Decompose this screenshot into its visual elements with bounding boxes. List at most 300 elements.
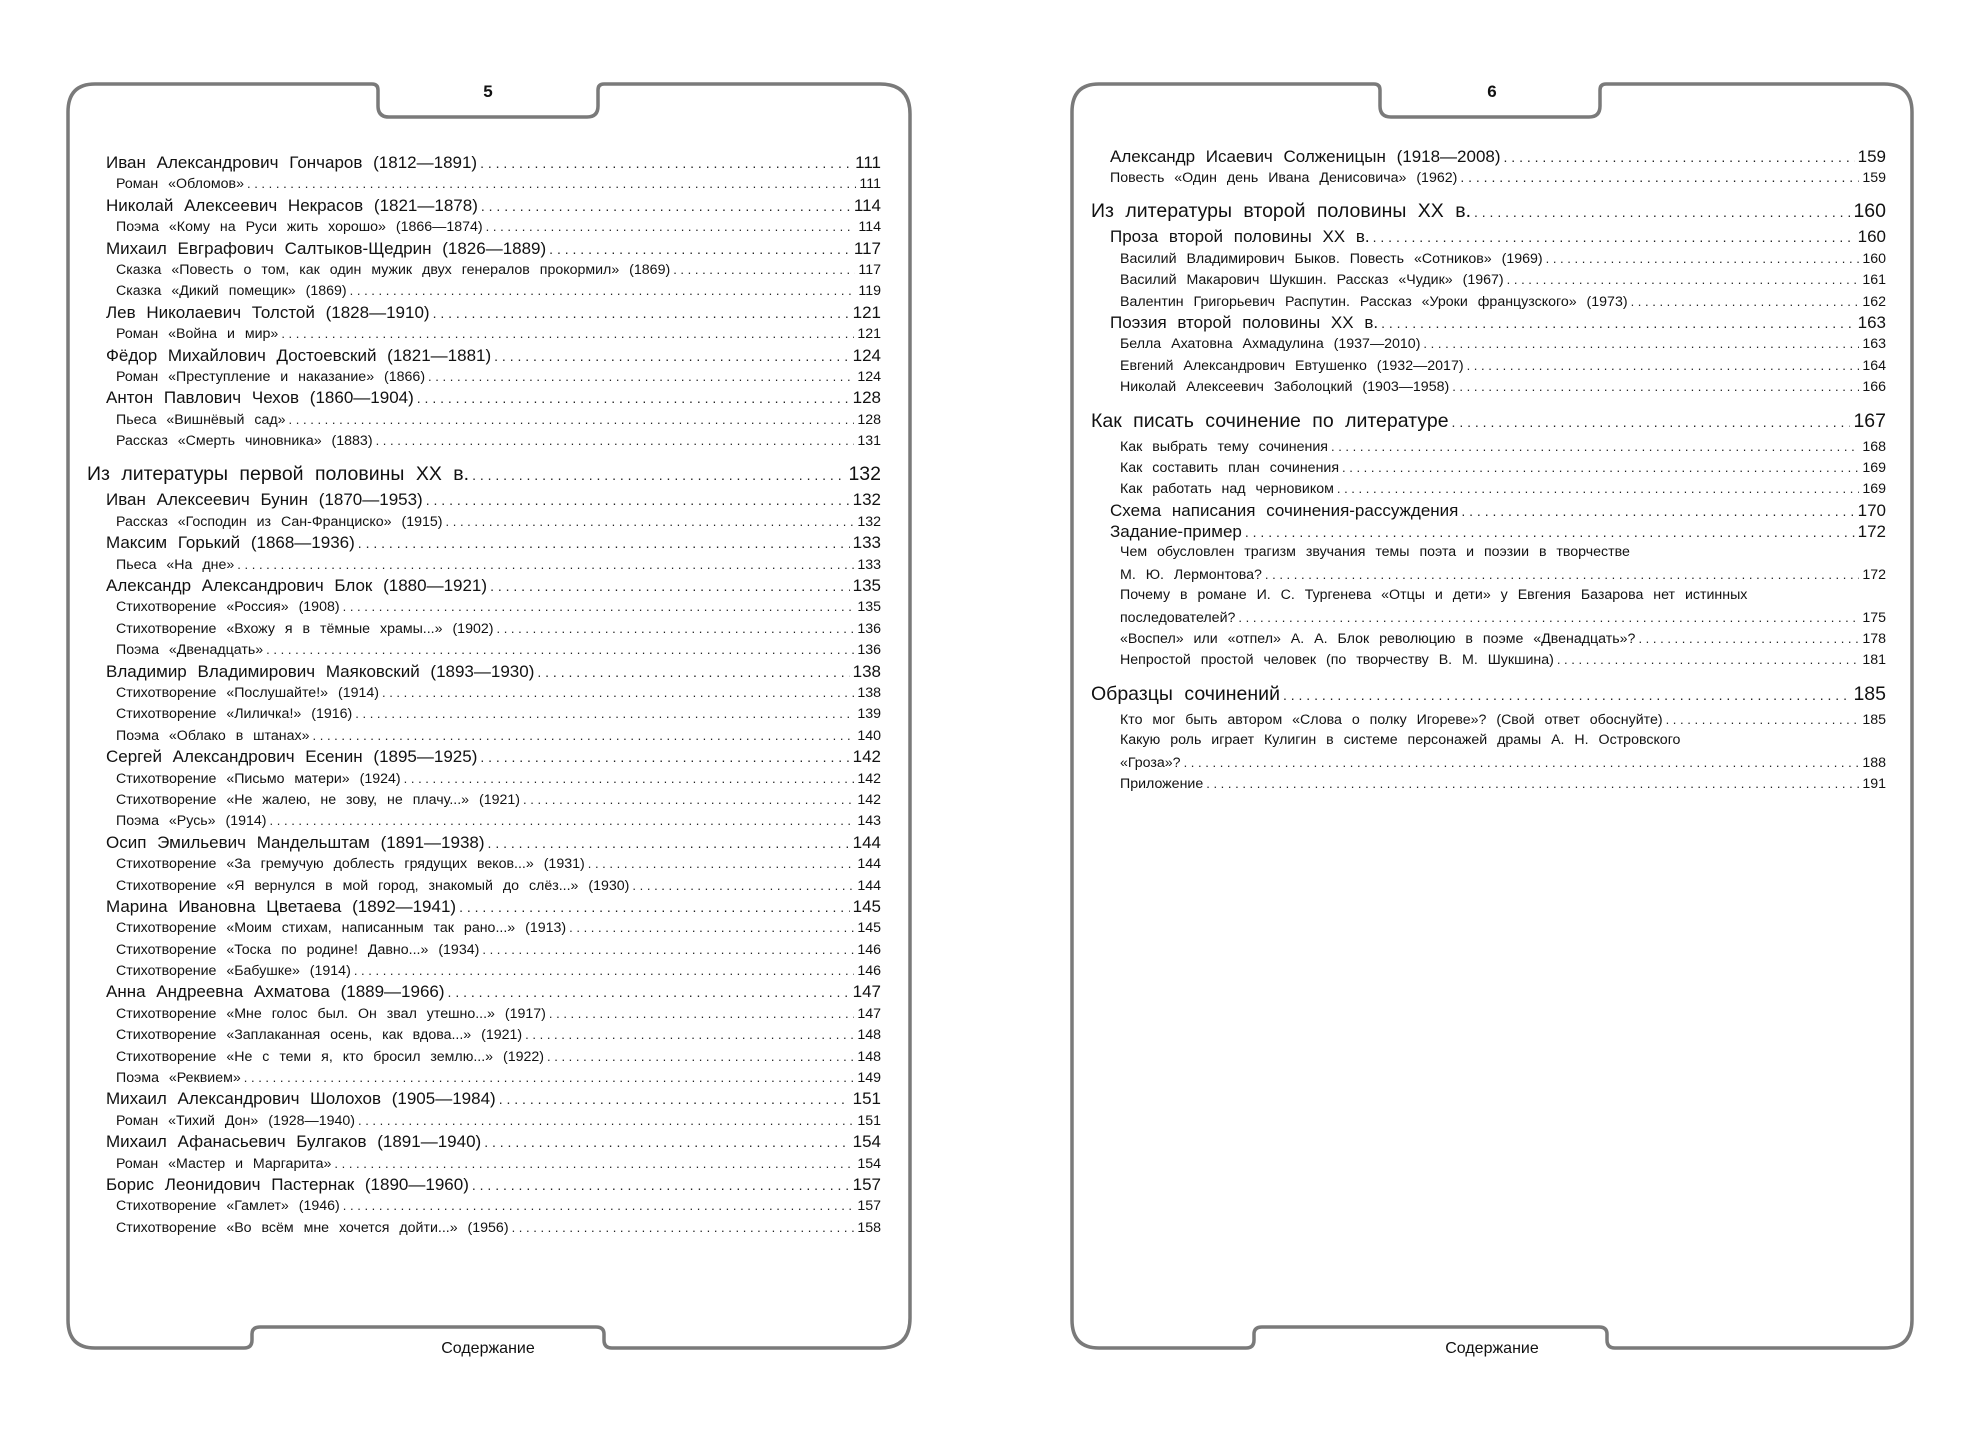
- dot-leader: [549, 239, 851, 259]
- toc-entry-title: Стихотворение «Не жалею, не зову, не плачу...» (1921): [116, 791, 520, 808]
- toc-entry-page: 154: [852, 1132, 881, 1152]
- toc-entry: [87, 430, 881, 451]
- toc-entry: [87, 302, 881, 323]
- toc-entry: [1091, 709, 1886, 730]
- toc-entry-page: 145: [852, 896, 881, 916]
- dot-leader: [1373, 227, 1855, 247]
- toc-entry: [87, 1217, 881, 1238]
- dot-leader: [247, 173, 856, 194]
- toc-entry-title: Роман «Тихий Дон» (1928—1940): [116, 1112, 355, 1129]
- toc-entry: [1091, 355, 1886, 376]
- toc-entry: [87, 366, 881, 387]
- toc-entry-title: Рассказ «Господин из Сан-Франциско» (1915): [116, 513, 443, 530]
- toc-entry: [1091, 269, 1886, 290]
- toc-entry-title: Стихотворение «Письмо матери» (1924): [116, 770, 401, 787]
- toc-entry-page: 135: [857, 599, 881, 616]
- page-number: 5: [483, 82, 493, 101]
- toc-entry: [87, 960, 881, 981]
- toc-entry-title: Иван Алексеевич Бунин (1870—1953): [106, 490, 423, 510]
- toc-entry-page: 111: [859, 176, 881, 193]
- toc-entry-title: Роман «Обломов»: [116, 176, 244, 193]
- toc-entry-title: Евгений Александрович Евтушенко (1932—2017): [1120, 357, 1464, 374]
- dot-leader: [632, 875, 854, 896]
- toc-entry: [87, 259, 881, 280]
- dot-leader: [480, 153, 852, 173]
- toc-entry-page: 117: [858, 261, 881, 278]
- toc-entry-page: 131: [857, 433, 881, 450]
- toc-entry: [1091, 333, 1886, 354]
- toc-entry-page: 147: [852, 982, 881, 1002]
- table-of-contents: [87, 152, 881, 1238]
- toc-entry-page: 121: [857, 326, 881, 343]
- dot-leader: [334, 1153, 854, 1174]
- dot-leader: [1265, 564, 1859, 585]
- dot-leader: [1381, 313, 1855, 333]
- dot-leader: [1467, 355, 1860, 376]
- page-number: 6: [1487, 82, 1497, 101]
- toc-entry-title: Из литературы второй половины XX в.: [1091, 200, 1471, 223]
- toc-entry-page: 142: [852, 747, 881, 767]
- toc-entry-title: Стихотворение «Тоска по родине! Давно...» (1934): [116, 941, 480, 958]
- toc-entry: [87, 1174, 881, 1195]
- toc-entry-title: Какую роль играет Кулигин в системе персонажей драмы А. Н. Островского: [1120, 732, 1681, 749]
- toc-entry-page: 185: [1862, 711, 1886, 728]
- dot-leader: [404, 768, 855, 789]
- toc-entry-page: 138: [852, 661, 881, 681]
- toc-entry-page: 162: [1862, 293, 1886, 310]
- toc-entry-title: Максим Горький (1868—1936): [106, 533, 355, 553]
- toc-entry: [87, 875, 881, 896]
- toc-entry-page: 158: [857, 1219, 881, 1236]
- toc-entry: [1091, 564, 1886, 585]
- toc-entry: [1091, 730, 1886, 751]
- toc-entry-title: Как работать над черновиком: [1120, 481, 1334, 498]
- toc-entry-page: 175: [1862, 609, 1886, 626]
- toc-entry: [87, 1046, 881, 1067]
- toc-entry-title: Сергей Александрович Есенин (1895—1925): [106, 747, 478, 767]
- toc-entry-title: Чем обусловлен трагизм звучания темы поэта и поэзии в творчестве: [1120, 544, 1630, 561]
- toc-entry: [87, 981, 881, 1002]
- toc-entry-page: 136: [857, 642, 881, 659]
- toc-entry-title: Стихотворение «Лиличка!» (1916): [116, 706, 353, 723]
- toc-entry: [87, 459, 881, 489]
- toc-entry-page: 181: [1862, 652, 1886, 669]
- toc-entry: [1091, 312, 1886, 333]
- dot-leader: [237, 554, 854, 575]
- dot-leader: [350, 280, 856, 301]
- toc-entry-title: Роман «Мастер и Маргарита»: [116, 1155, 332, 1172]
- toc-entry: [87, 939, 881, 960]
- dot-leader: [1283, 680, 1850, 709]
- dot-leader: [486, 216, 856, 237]
- toc-entry-page: 159: [1857, 147, 1886, 166]
- toc-entry: [87, 532, 881, 553]
- toc-entry: [87, 1131, 881, 1152]
- toc-entry: [87, 345, 881, 366]
- dot-leader: [1245, 522, 1855, 542]
- toc-entry: [1091, 146, 1886, 167]
- dot-leader: [313, 725, 855, 746]
- toc-entry-title: Приложение: [1120, 775, 1204, 792]
- toc-entry-title: Непростой простой человек (по творчеству В. М. Шукшина): [1120, 652, 1554, 669]
- toc-entry-title: Стихотворение «Во всём мне хочется дойти...» (1956): [116, 1219, 509, 1236]
- toc-entry-title: Как составить план сочинения: [1120, 459, 1340, 476]
- toc-entry: [1091, 607, 1886, 628]
- toc-entry-page: 163: [1862, 336, 1886, 353]
- toc-entry: [1091, 773, 1886, 794]
- dot-leader: [525, 1024, 854, 1045]
- toc-entry: [87, 618, 881, 639]
- dot-leader: [512, 1217, 855, 1238]
- toc-entry: [87, 1153, 881, 1174]
- toc-entry-page: 136: [857, 620, 881, 637]
- dot-leader: [481, 196, 851, 216]
- dot-leader: [1474, 197, 1850, 226]
- dot-leader: [382, 682, 854, 703]
- toc-entry-title: Стихотворение «Не с теми я, кто бросил землю...» (1922): [116, 1048, 544, 1065]
- dot-leader: [1342, 457, 1859, 478]
- toc-entry: [87, 725, 881, 746]
- toc-entry-page: 133: [852, 533, 881, 553]
- toc-entry-page: 167: [1853, 409, 1886, 432]
- dot-leader: [1423, 333, 1859, 354]
- dot-leader: [1452, 407, 1851, 436]
- toc-entry-page: 146: [857, 963, 881, 980]
- toc-entry-title: М. Ю. Лермонтова?: [1120, 566, 1262, 583]
- toc-entry-title: Поэма «Кому на Руси жить хорошо» (1866—1874): [116, 219, 483, 236]
- toc-entry: [1091, 248, 1886, 269]
- dot-leader: [426, 490, 850, 510]
- toc-entry: [1091, 226, 1886, 247]
- toc-entry: [87, 554, 881, 575]
- toc-entry-page: 151: [857, 1112, 881, 1129]
- toc-entry-page: 169: [1862, 481, 1886, 498]
- toc-entry: [87, 323, 881, 344]
- toc-entry-page: 140: [857, 727, 881, 744]
- toc-entry-title: Стихотворение «Послушайте!» (1914): [116, 684, 379, 701]
- toc-entry: [87, 387, 881, 408]
- dot-leader: [1546, 248, 1860, 269]
- toc-entry-title: Александр Александрович Блок (1880—1921): [106, 576, 488, 596]
- toc-entry-title: Поэзия второй половины XX в.: [1110, 312, 1379, 332]
- toc-entry: [1091, 628, 1886, 649]
- toc-entry-title: Белла Ахатовна Ахмадулина (1937—2010): [1120, 336, 1421, 353]
- toc-entry-page: 142: [857, 791, 881, 808]
- toc-entry-page: 170: [1857, 500, 1886, 520]
- toc-entry: [1091, 196, 1886, 226]
- toc-entry: [87, 896, 881, 917]
- toc-entry-page: 178: [1862, 631, 1886, 648]
- dot-leader: [1507, 269, 1860, 290]
- toc-entry: [87, 489, 881, 510]
- toc-entry-page: 114: [858, 219, 881, 236]
- toc-entry-page: 157: [857, 1198, 881, 1215]
- toc-entry: [1091, 679, 1886, 709]
- dot-leader: [1666, 709, 1860, 730]
- toc-entry-title: Лев Николаевич Толстой (1828—1910): [106, 302, 430, 322]
- toc-entry: [87, 703, 881, 724]
- toc-entry-page: 148: [857, 1027, 881, 1044]
- dot-leader: [494, 346, 849, 366]
- toc-entry: [1091, 291, 1886, 312]
- toc-entry: [1091, 436, 1886, 457]
- dot-leader: [547, 1046, 854, 1067]
- toc-entry: [87, 682, 881, 703]
- toc-entry-page: 139: [857, 706, 881, 723]
- dot-leader: [354, 960, 855, 981]
- dot-leader: [358, 1110, 854, 1131]
- toc-entry-title: Стихотворение «Россия» (1908): [116, 599, 340, 616]
- toc-entry-page: 111: [855, 153, 881, 172]
- toc-entry-page: 157: [852, 1174, 881, 1194]
- toc-entry: [87, 216, 881, 237]
- dot-leader: [488, 833, 850, 853]
- toc-entry-page: 144: [852, 832, 881, 852]
- toc-entry-title: Почему в романе И. С. Тургенева «Отцы и дети» у Евгения Базарова нет истинных: [1120, 587, 1748, 604]
- dot-leader: [549, 1003, 854, 1024]
- toc-entry-page: 128: [857, 411, 881, 428]
- toc-entry-page: 138: [857, 684, 881, 701]
- toc-entry: [1091, 167, 1886, 188]
- toc-entry-title: Сказка «Дикий помещик» (1869): [116, 283, 347, 300]
- toc-entry-title: Стихотворение «Я вернулся в мой город, знакомый до слёз...» (1930): [116, 877, 630, 894]
- toc-entry-title: Антон Павлович Чехов (1860—1904): [106, 388, 414, 408]
- dot-leader: [472, 1175, 850, 1195]
- toc-entry: [87, 661, 881, 682]
- toc-entry: [87, 768, 881, 789]
- toc-entry-page: 188: [1862, 754, 1886, 771]
- toc-entry-page: 191: [1862, 775, 1886, 792]
- dot-leader: [1206, 773, 1859, 794]
- toc-entry: [1091, 521, 1886, 542]
- toc-entry-page: 124: [852, 345, 881, 365]
- toc-entry-title: Повесть «Один день Ивана Денисовича» (1962): [1110, 170, 1458, 187]
- toc-entry: [87, 1195, 881, 1216]
- toc-entry-page: 166: [1862, 379, 1886, 396]
- toc-entry-title: Из литературы первой половины XX в.: [87, 463, 470, 486]
- toc-entry-page: 144: [857, 877, 881, 894]
- right-page: [1000, 0, 1974, 1447]
- dot-leader: [537, 662, 849, 682]
- dot-leader: [343, 596, 855, 617]
- toc-entry-title: Стихотворение «Мне голос был. Он звал утешно...» (1917): [116, 1005, 546, 1022]
- toc-entry: [87, 1088, 881, 1109]
- dot-leader: [446, 511, 855, 532]
- toc-entry-title: Стихотворение «Вхожу я в тёмные храмы...» (1902): [116, 620, 494, 637]
- toc-entry: [87, 853, 881, 874]
- toc-entry-title: последователей?: [1120, 609, 1236, 626]
- toc-entry-page: 148: [857, 1048, 881, 1065]
- toc-entry: [87, 195, 881, 216]
- toc-entry-title: Александр Исаевич Солженицын (1918—2008): [1110, 147, 1501, 166]
- toc-entry: [87, 917, 881, 938]
- dot-leader: [1184, 752, 1860, 773]
- toc-entry-page: 121: [852, 302, 881, 322]
- toc-entry-page: 168: [1862, 438, 1886, 455]
- toc-entry: [87, 810, 881, 831]
- dot-leader: [484, 1132, 849, 1152]
- toc-entry-title: Сказка «Повесть о том, как один мужик двух генералов прокормил» (1869): [116, 261, 671, 278]
- toc-entry-page: 146: [857, 941, 881, 958]
- dot-leader: [376, 430, 855, 451]
- toc-entry: [87, 409, 881, 430]
- dot-leader: [428, 366, 854, 387]
- page-footer: Содержание: [1445, 1340, 1539, 1357]
- dot-leader: [1337, 478, 1859, 499]
- toc-entry-title: Пьеса «Вишнёвый сад»: [116, 411, 286, 428]
- toc-entry-page: 160: [1857, 227, 1886, 247]
- dot-leader: [1331, 436, 1859, 457]
- page-footer: Содержание: [441, 1340, 535, 1357]
- toc-entry-title: «Воспел» или «отпел» А. А. Блок революцию в поэме «Двенадцать»?: [1120, 631, 1636, 648]
- dot-leader: [480, 747, 849, 767]
- toc-entry-title: Стихотворение «Гамлет» (1946): [116, 1198, 340, 1215]
- toc-entry-page: 161: [1862, 272, 1886, 289]
- toc-entry: [87, 746, 881, 767]
- toc-entry-page: 124: [857, 368, 881, 385]
- dot-leader: [482, 939, 854, 960]
- toc-entry-page: 128: [852, 388, 881, 408]
- toc-entry: [1091, 406, 1886, 436]
- toc-entry: [87, 1067, 881, 1088]
- toc-entry-title: Стихотворение «За гремучую доблесть грядущих веков...» (1931): [116, 856, 585, 873]
- toc-entry: [87, 1003, 881, 1024]
- toc-entry-page: 164: [1862, 357, 1886, 374]
- dot-leader: [448, 982, 850, 1002]
- toc-entry-title: Стихотворение «Бабушке» (1914): [116, 963, 351, 980]
- toc-entry-page: 163: [1857, 312, 1886, 332]
- toc-entry-title: Поэма «Реквием»: [116, 1070, 241, 1087]
- toc-entry-title: Василий Макарович Шукшин. Рассказ «Чудик» (1967): [1120, 272, 1504, 289]
- toc-entry-title: Как выбрать тему сочинения: [1120, 438, 1328, 455]
- toc-entry-page: 132: [848, 463, 881, 486]
- toc-entry-page: 172: [1857, 522, 1886, 542]
- toc-entry-page: 147: [857, 1005, 881, 1022]
- toc-entry: [1091, 649, 1886, 670]
- toc-entry-title: Роман «Война и мир»: [116, 326, 279, 343]
- toc-entry: [1091, 752, 1886, 773]
- toc-entry-title: Иван Александрович Гончаров (1812—1891): [106, 153, 478, 172]
- toc-entry-page: 172: [1862, 566, 1886, 583]
- toc-entry-title: Николай Алексеевич Некрасов (1821—1878): [106, 195, 478, 215]
- toc-entry-page: 114: [853, 195, 881, 215]
- dot-leader: [673, 259, 855, 280]
- toc-entry-title: Стихотворение «Заплаканная осень, как вдова...» (1921): [116, 1027, 523, 1044]
- toc-entry-title: Как писать сочинение по литературе: [1091, 409, 1449, 432]
- toc-entry-page: 160: [1853, 200, 1886, 223]
- dot-leader: [459, 897, 850, 917]
- toc-entry: [1091, 376, 1886, 397]
- toc-entry-title: Василий Владимирович Быков. Повесть «Сотников» (1969): [1120, 250, 1543, 267]
- toc-entry-page: 132: [857, 513, 881, 530]
- dot-leader: [1638, 628, 1859, 649]
- toc-entry-title: Стихотворение «Моим стихам, написанным так рано...» (1913): [116, 920, 567, 937]
- toc-entry-title: Борис Леонидович Пастернак (1890—1960): [106, 1174, 469, 1194]
- dot-leader: [355, 703, 854, 724]
- dot-leader: [1631, 291, 1860, 312]
- dot-leader: [1460, 167, 1859, 188]
- toc-entry-page: 144: [857, 856, 881, 873]
- dot-leader: [1452, 376, 1859, 397]
- toc-entry-page: 132: [852, 490, 881, 510]
- toc-entry-page: 117: [853, 238, 881, 258]
- toc-entry-title: Кто мог быть автором «Слова о полку Игореве»? (Свой ответ обоснуйте): [1120, 711, 1663, 728]
- dot-leader: [281, 323, 854, 344]
- dot-leader: [343, 1195, 855, 1216]
- dot-leader: [1461, 501, 1854, 521]
- toc-entry-title: Анна Андреевна Ахматова (1889—1966): [106, 982, 445, 1002]
- toc-entry-title: Николай Алексеевич Заболоцкий (1903—1958): [1120, 379, 1450, 396]
- dot-leader: [588, 853, 855, 874]
- toc-entry: [87, 832, 881, 853]
- toc-entry-title: Фёдор Михайлович Достоевский (1821—1881): [106, 345, 492, 365]
- toc-entry-title: Марина Ивановна Цветаева (1892—1941): [106, 896, 457, 916]
- table-of-contents: [1091, 146, 1886, 794]
- toc-entry-title: Михаил Евграфович Салтыков-Щедрин (1826—1889): [106, 238, 547, 258]
- toc-entry-page: 185: [1853, 682, 1886, 705]
- toc-entry-title: Валентин Григорьевич Распутин. Рассказ «Уроки французского» (1973): [1120, 293, 1628, 310]
- dot-leader: [270, 810, 855, 831]
- toc-entry-title: Проза второй половины XX в.: [1110, 227, 1370, 247]
- toc-entry-page: 159: [1862, 170, 1886, 187]
- dot-leader: [358, 533, 850, 553]
- toc-entry-title: Михаил Александрович Шолохов (1905—1984): [106, 1089, 496, 1109]
- toc-entry: [87, 639, 881, 660]
- toc-entry-title: Схема написания сочинения-рассуждения: [1110, 500, 1459, 520]
- toc-entry-page: 119: [858, 283, 881, 300]
- toc-entry-title: Владимир Владимирович Маяковский (1893—1930): [106, 661, 535, 681]
- dot-leader: [1504, 147, 1855, 167]
- dot-leader: [499, 1089, 850, 1109]
- toc-entry: [87, 789, 881, 810]
- toc-entry-page: 169: [1862, 459, 1886, 476]
- toc-entry-title: Поэма «Русь» (1914): [116, 813, 267, 830]
- toc-entry: [1091, 585, 1886, 606]
- toc-entry: [1091, 542, 1886, 563]
- dot-leader: [433, 303, 850, 323]
- toc-entry-title: Пьеса «На дне»: [116, 556, 235, 573]
- toc-entry: [87, 511, 881, 532]
- toc-entry: [87, 575, 881, 596]
- toc-entry: [87, 1024, 881, 1045]
- toc-entry-page: 149: [857, 1070, 881, 1087]
- toc-entry: [87, 173, 881, 194]
- dot-leader: [490, 576, 850, 596]
- dot-leader: [472, 460, 845, 489]
- toc-entry-title: Задание-пример: [1110, 522, 1242, 542]
- toc-entry-page: 142: [857, 770, 881, 787]
- toc-entry: [87, 1110, 881, 1131]
- toc-entry: [87, 596, 881, 617]
- toc-entry: [87, 152, 881, 173]
- dot-leader: [244, 1067, 855, 1088]
- toc-entry-title: Поэма «Двенадцать»: [116, 642, 264, 659]
- toc-entry-page: 133: [857, 556, 881, 573]
- dot-leader: [289, 409, 855, 430]
- toc-entry: [87, 280, 881, 301]
- toc-entry-page: 143: [857, 813, 881, 830]
- dot-leader: [417, 388, 850, 408]
- toc-entry: [1091, 478, 1886, 499]
- toc-entry-title: Образцы сочинений: [1091, 682, 1280, 705]
- toc-entry-page: 151: [852, 1089, 881, 1109]
- toc-entry-title: «Гроза»?: [1120, 754, 1181, 771]
- dot-leader: [1238, 607, 1859, 628]
- dot-leader: [496, 618, 854, 639]
- toc-entry-title: Рассказ «Смерть чиновника» (1883): [116, 433, 373, 450]
- toc-entry: [1091, 457, 1886, 478]
- toc-entry: [87, 238, 881, 259]
